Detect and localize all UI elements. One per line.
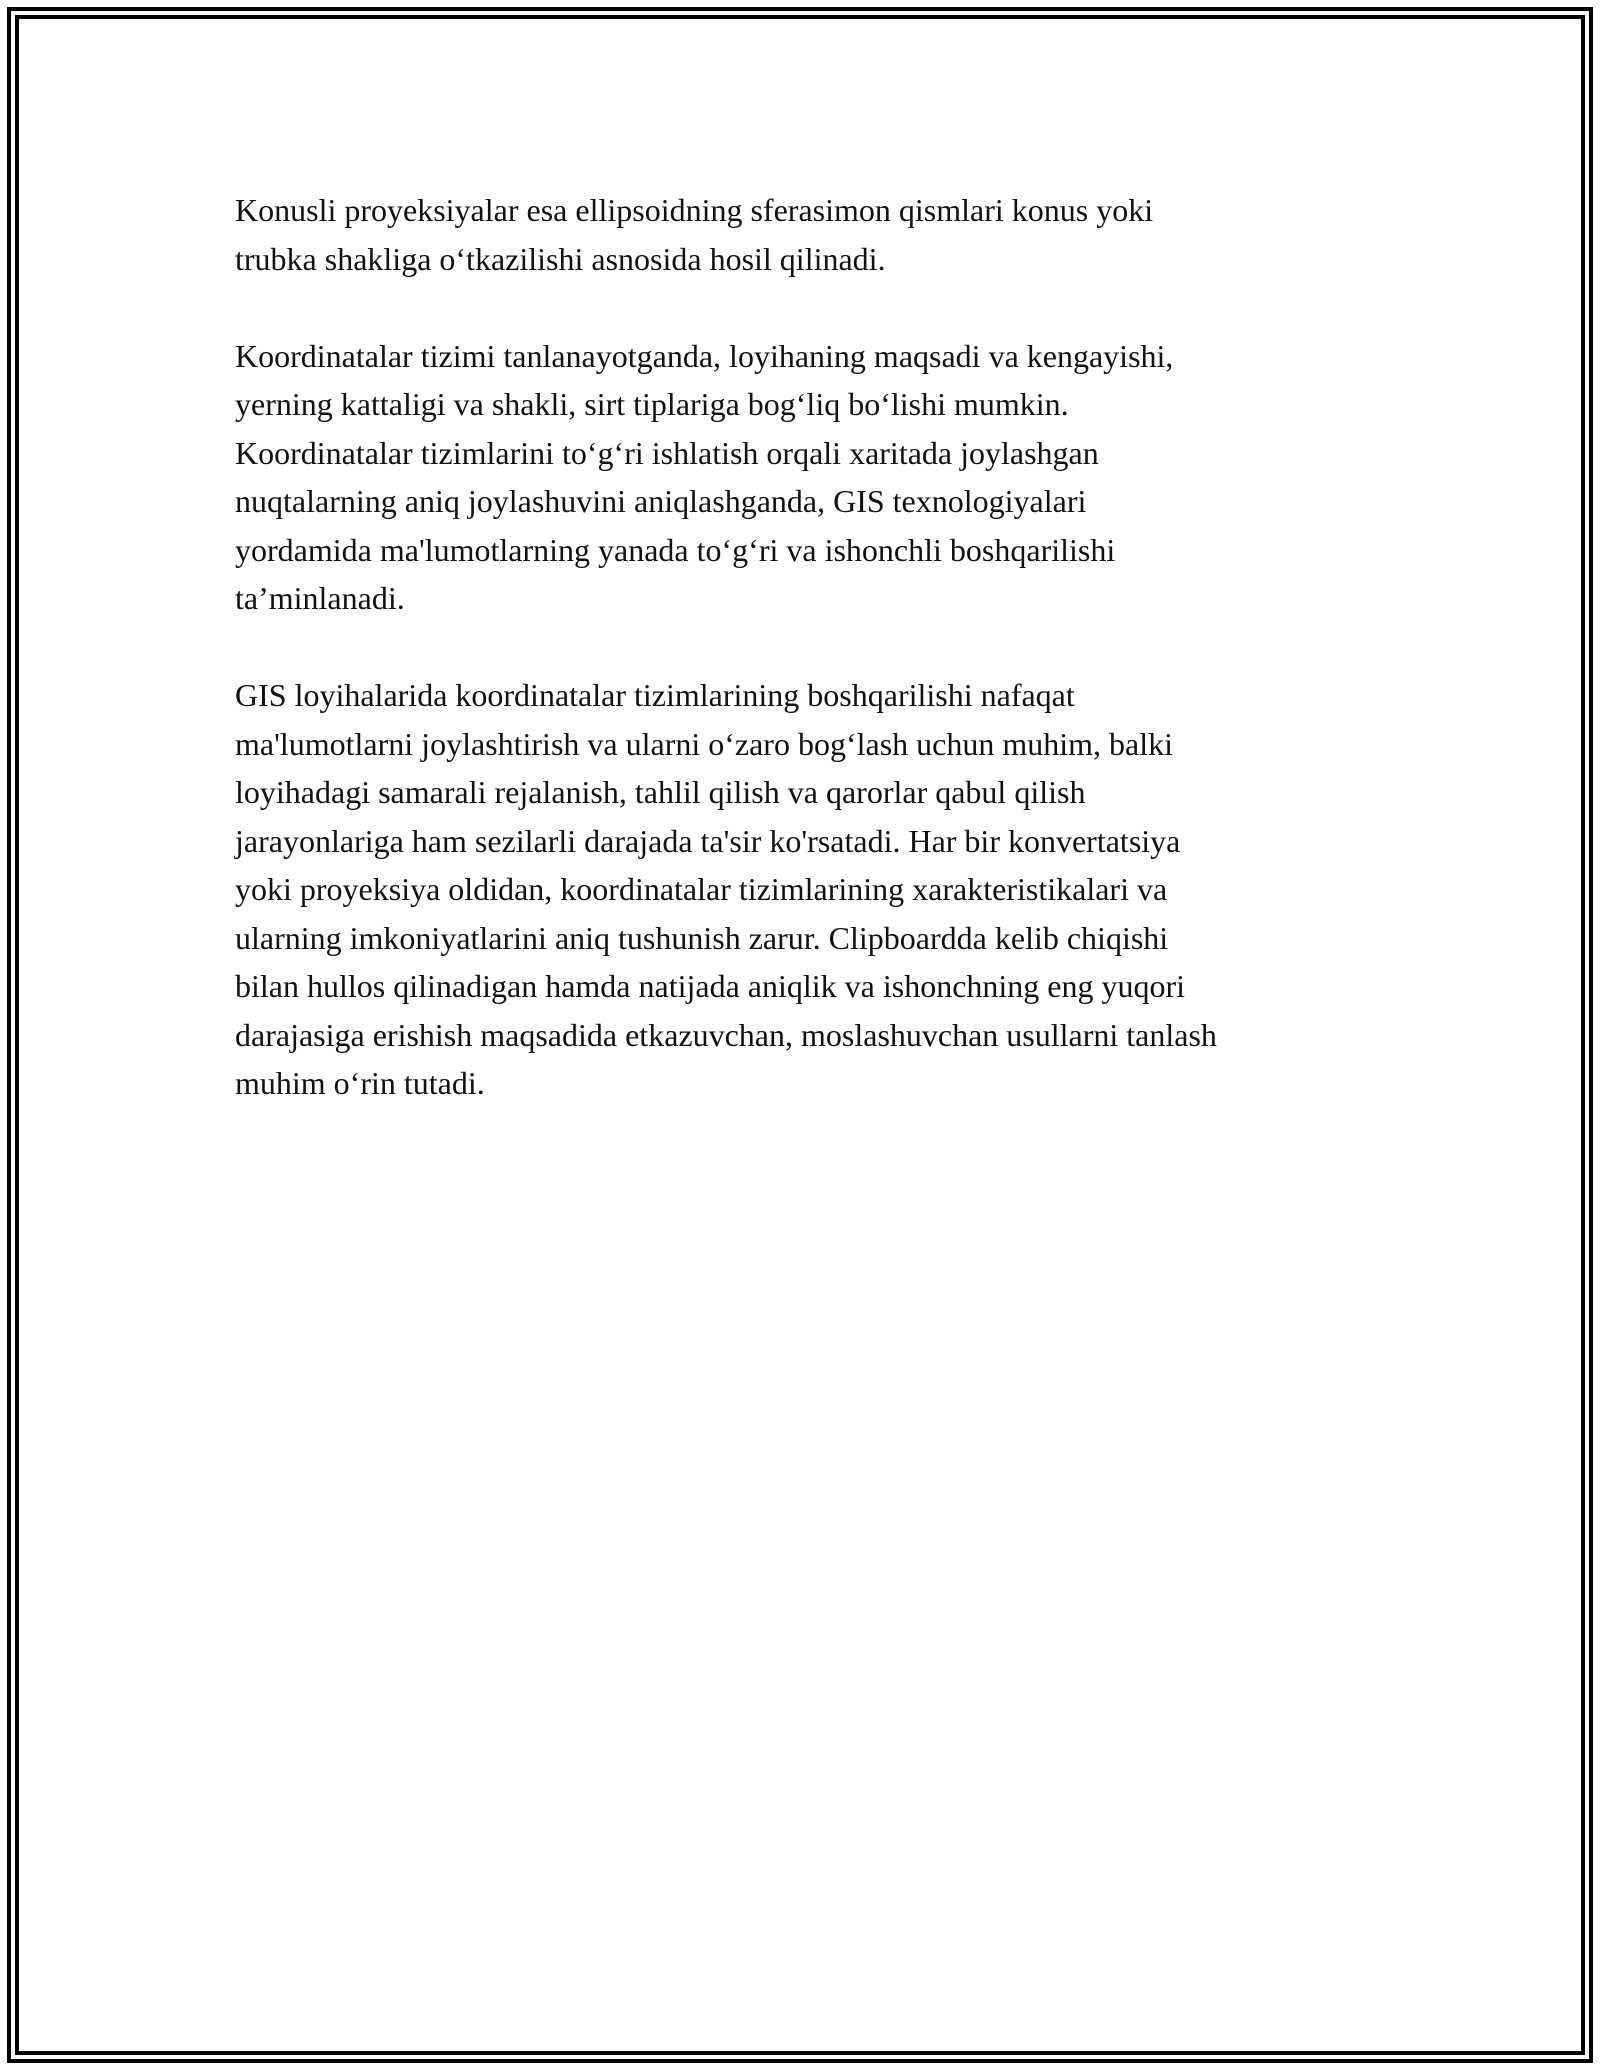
document-body [235,186,1375,1156]
paragraph-koordinatalar-tizimi: Koordinatalar tizimi tanlanayotganda, loyihaning maqsadi va kengayishi, yerning kattaligi va shakli, sirt tiplariga bog‘liq bo‘lishi mumkin. Koordinatalar tizimlarini to‘g‘ri ishlatish orqali xaritada joylashgan nuqtalarning aniq joylashuvini aniqlashganda, GIS texnologiyalari yordamida ma'lumotlarning yanada to‘g‘ri va ishonchli boshqarilishi ta’minlanadi. [235,337,1174,616]
paragraph-gis-loyihalarida: GIS loyihalarida koordinatalar tizimlarining boshqarilishi nafaqat ma'lumotlarni joylashtirish va ularni o‘zaro bog‘lash uchun muhim, balki loyihadagi samarali rejalanish, tahlil qilish va qarorlar qabul qilish jarayonlariga ham sezilarli darajada ta'sir ko'rsatadi. Har bir konvertatsiya yoki proyeksiya oldidan, koordinatalar tizimlarining xarakteristikalari va ularning imkoniyatlarini aniq tushunish zarur. Clipboardda kelib chiqishi bilan hullos qilinadigan hamda natijada aniqlik va ishonchning eng yuqori darajasiga erishish maqsadida etkazuvchan, moslashuvchan usullarni tanlash muhim o‘rin tutadi. [235,677,1217,1101]
paragraph-konusli-proyeksiyalar: Konusli proyeksiyalar esa ellipsoidning sferasimon qismlari konus yoki trubka shakliga o‘tkazilishi asnosida hosil qilinadi. [235,192,1154,277]
